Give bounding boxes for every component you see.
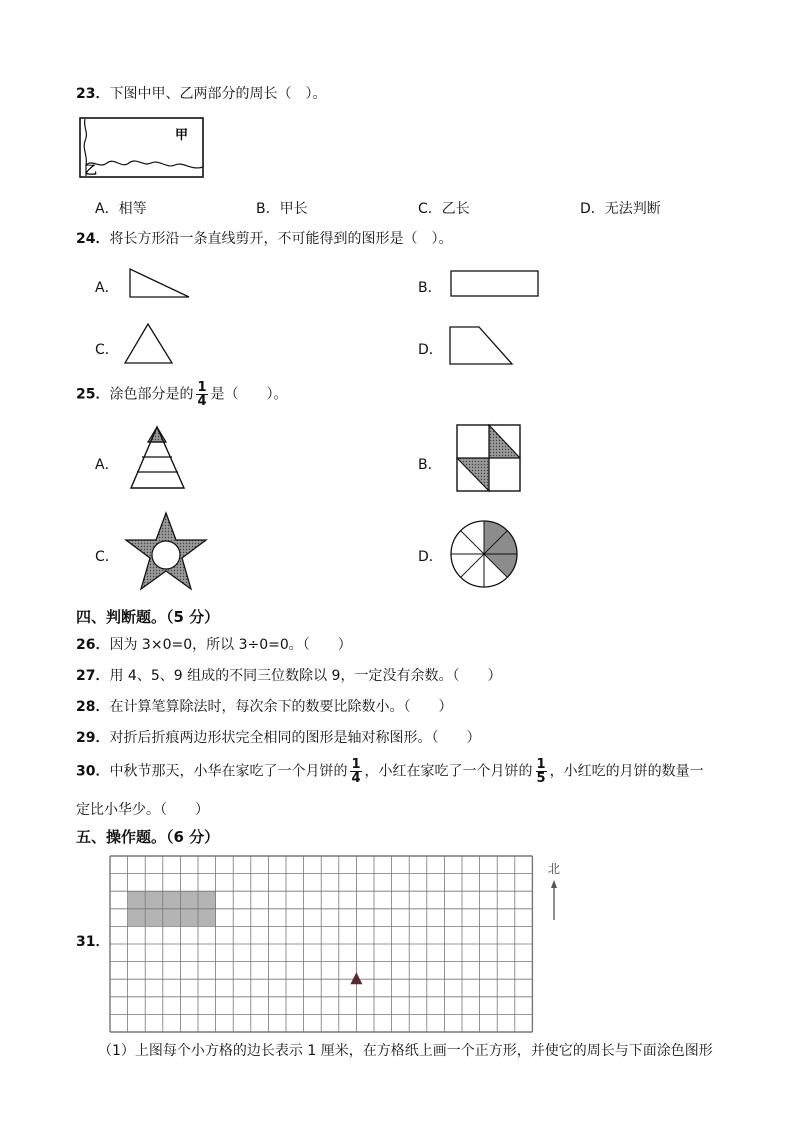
q23-figure xyxy=(79,117,205,179)
q24-option-a-label[interactable]: A． xyxy=(95,280,119,296)
q24-number: 24． xyxy=(76,231,110,247)
q23-label-jia: 甲 xyxy=(175,128,189,143)
q30-part1: 中秋节那天，小华在家吃了一个月饼的 xyxy=(109,763,348,780)
q30-fraction-2-numerator: 1 xyxy=(536,757,546,772)
q24-stem xyxy=(76,228,452,248)
q23-label-yi: 乙 xyxy=(85,163,98,177)
q24-option-d-label[interactable]: D． xyxy=(418,342,443,358)
q23-option-a[interactable]: A．相等 xyxy=(95,201,147,217)
q25-option-d-label[interactable]: D． xyxy=(418,549,443,565)
q25-fraction-denominator: 4 xyxy=(197,394,207,409)
q29-text: 对折后折痕两边形状完全相同的图形是轴对称图形。（ ） xyxy=(109,730,481,746)
q25-stem xyxy=(76,381,288,408)
q23-number: 23． xyxy=(76,86,110,102)
q30-fraction-1 xyxy=(350,758,361,785)
section-5-title: 五、操作题。（6 分） xyxy=(76,828,220,846)
q27-text: 用 4、5、9 组成的不同三位数除以 9，一定没有余数。（ ） xyxy=(109,668,502,684)
q23-option-d[interactable]: D．无法判断 xyxy=(580,201,661,217)
q25-fraction-numerator: 1 xyxy=(197,380,207,395)
q25-option-a-label[interactable]: A． xyxy=(95,457,119,473)
section-4-title: 四、判断题。（5 分） xyxy=(76,608,220,626)
q26-text: 因为 3×0=0，所以 3÷0=0。（ ） xyxy=(109,637,352,653)
q25-option-b-label[interactable]: B． xyxy=(418,457,442,473)
q30-number: 30． xyxy=(76,763,110,780)
q31-number: 31． xyxy=(76,934,110,950)
q25-option-a-shape xyxy=(130,426,186,490)
triangle-marker xyxy=(350,972,362,984)
q30-fraction-1-numerator: 1 xyxy=(351,757,361,772)
q25-fraction xyxy=(196,381,207,408)
q27-number: 27． xyxy=(76,668,110,684)
q28 xyxy=(76,696,452,716)
q31-grid[interactable] xyxy=(109,855,539,1025)
q25-option-d-shape xyxy=(449,519,519,589)
q25-option-b-shape xyxy=(456,424,522,492)
q24-option-a-shape xyxy=(129,268,191,298)
q24-option-d-shape xyxy=(449,326,514,366)
q27 xyxy=(76,665,501,685)
q25-number: 25． xyxy=(76,386,110,403)
q25-text-after: 是（ ）。 xyxy=(210,386,288,403)
q29 xyxy=(76,727,480,747)
q25-text-before: 涂色部分是的 xyxy=(109,386,194,403)
q30-line1 xyxy=(76,758,704,785)
q30-part3: ，小红吃的月饼的数量一 xyxy=(549,763,704,780)
q23-option-b[interactable]: B．甲长 xyxy=(256,201,308,217)
q31-sub1: （1）上图每个小方格的边长表示 1 厘米，在方格纸上画一个正方形，并使它的周长与下面涂色图形 xyxy=(98,1043,713,1059)
q23-option-c[interactable]: C．乙长 xyxy=(418,201,470,217)
q30-fraction-2-denominator: 5 xyxy=(536,771,546,786)
q24-option-b-label[interactable]: B． xyxy=(418,280,442,296)
q24-text: 将长方形沿一条直线剪开，不可能得到的图形是（ ）。 xyxy=(109,231,453,247)
q26 xyxy=(76,634,352,654)
q26-number: 26． xyxy=(76,637,110,653)
q23-stem xyxy=(76,83,326,103)
q24-option-b-shape xyxy=(450,270,540,298)
q28-text: 在计算笔算除法时，每次余下的数要比除数小。（ ） xyxy=(109,699,453,715)
q25-option-c-label[interactable]: C． xyxy=(95,549,119,565)
q28-number: 28． xyxy=(76,699,110,715)
q30-fraction-2 xyxy=(536,758,547,785)
q30-fraction-1-denominator: 4 xyxy=(351,771,361,786)
q23-text: 下图中甲、乙两部分的周长（ ）。 xyxy=(109,86,327,102)
q30-part2: ，小红在家吃了一个月饼的 xyxy=(364,763,533,780)
q25-option-c-shape xyxy=(125,512,209,592)
q29-number: 29． xyxy=(76,730,110,746)
q24-option-c-label[interactable]: C． xyxy=(95,342,119,358)
q30-line2: 定比小华少。（ ） xyxy=(76,802,209,818)
north-label: 北 xyxy=(548,862,561,876)
q24-option-c-shape xyxy=(124,323,174,365)
